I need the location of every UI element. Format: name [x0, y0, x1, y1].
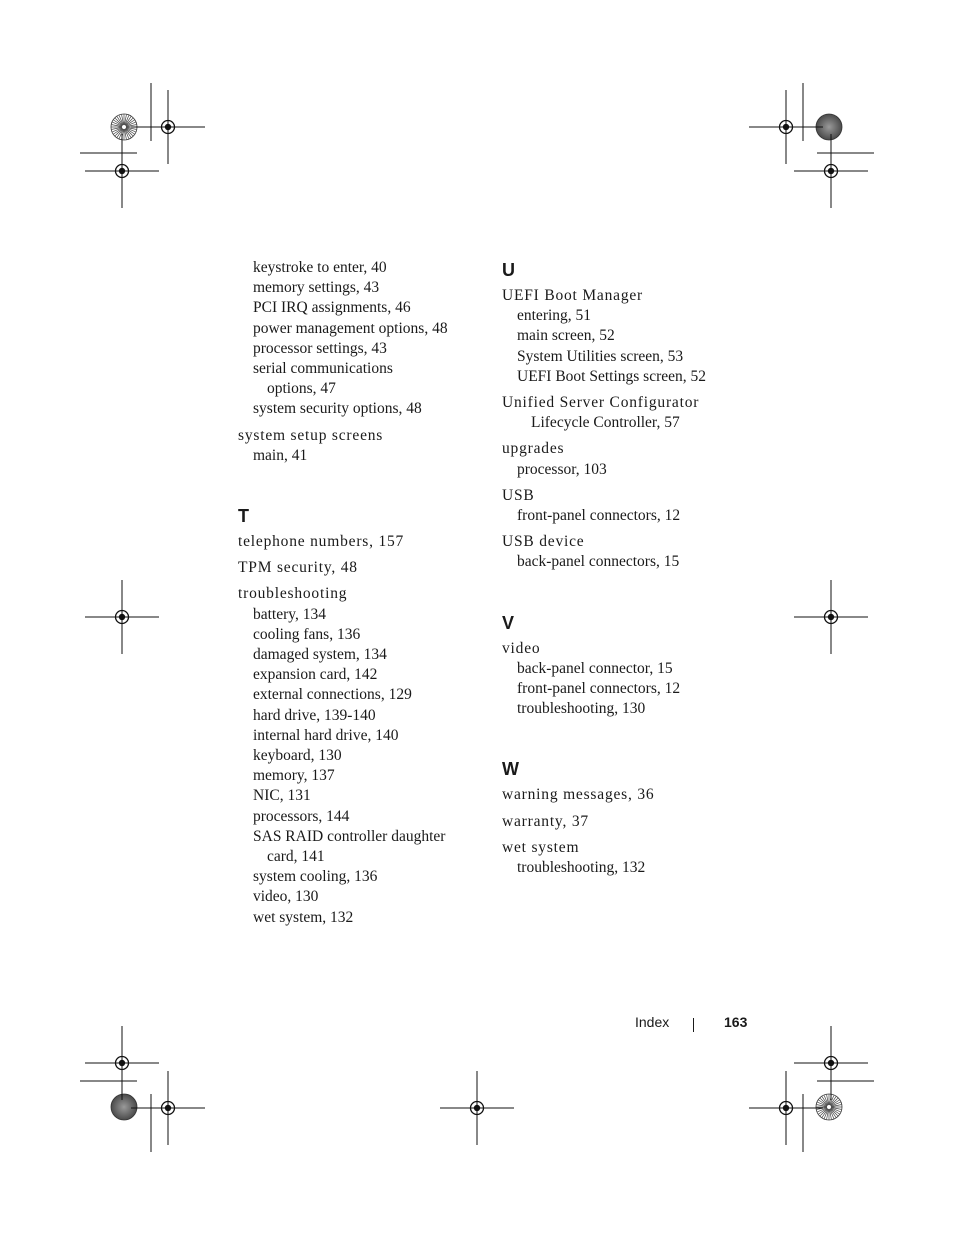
index-sub-entry: hard drive, 139-140	[253, 706, 376, 724]
index-column-right	[502, 258, 752, 878]
index-sub-entry: expansion card, 142	[253, 666, 378, 684]
index-sub-entry: main, 41	[253, 446, 308, 464]
index-sub-entry: serial communications	[253, 360, 393, 378]
index-sub-entry: back-panel connector, 15	[517, 659, 673, 677]
index-sub-entry: keyboard, 130	[253, 747, 342, 765]
index-sub-entry: troubleshooting, 130	[517, 700, 646, 718]
index-main-entry: USB	[502, 486, 535, 504]
index-sub-entry: system security options, 48	[253, 400, 422, 418]
index-main-entry: wet system	[502, 838, 580, 856]
section-letter-heading: W	[502, 759, 519, 780]
index-entry-continuation: Lifecycle Controller, 57	[531, 414, 680, 432]
index-sub-entry: UEFI Boot Settings screen, 52	[517, 367, 706, 385]
section-letter-heading: T	[238, 506, 249, 527]
footer-separator	[693, 1018, 694, 1032]
index-sub-entry: back-panel connectors, 15	[517, 553, 680, 571]
index-sub-entry: memory, 137	[253, 767, 335, 785]
index-sub-entry: NIC, 131	[253, 787, 311, 805]
index-entry-continuation: card, 141	[267, 848, 325, 866]
index-main-entry: Unified Server Configurator	[502, 394, 700, 412]
index-sub-entry: keystroke to enter, 40	[253, 259, 387, 276]
index-main-entry: warning messages, 36	[502, 786, 655, 804]
index-sub-entry: processor, 103	[517, 460, 607, 478]
index-main-entry: warranty, 37	[502, 812, 589, 830]
index-sub-entry: processors, 144	[253, 807, 350, 825]
index-sub-entry: internal hard drive, 140	[253, 726, 399, 744]
index-main-entry: upgrades	[502, 440, 565, 458]
index-sub-entry: video, 130	[253, 888, 319, 906]
index-column-left	[238, 258, 478, 928]
index-sub-entry: front-panel connectors, 12	[517, 507, 681, 525]
index-sub-entry: PCI IRQ assignments, 46	[253, 299, 411, 317]
index-sub-entry: SAS RAID controller daughter	[253, 827, 446, 845]
index-main-entry: UEFI Boot Manager	[502, 287, 644, 304]
index-main-entry: video	[502, 639, 541, 657]
index-sub-entry: power management options, 48	[253, 319, 448, 337]
index-sub-entry: system cooling, 136	[253, 868, 378, 886]
index-entry-continuation: options, 47	[267, 380, 336, 398]
index-sub-entry: System Utilities screen, 53	[517, 347, 684, 365]
index-sub-entry: damaged system, 134	[253, 646, 387, 664]
index-sub-entry: battery, 134	[253, 605, 327, 623]
footer-page-number: 163	[724, 1014, 748, 1030]
footer-section-label: Index	[635, 1014, 670, 1030]
index-main-entry: telephone numbers, 157	[238, 533, 405, 551]
index-sub-entry: entering, 51	[517, 307, 592, 325]
index-main-entry: TPM security, 48	[238, 559, 358, 577]
index-sub-entry: external connections, 129	[253, 686, 412, 704]
index-sub-entry: memory settings, 43	[253, 279, 380, 297]
index-sub-entry: cooling fans, 136	[253, 625, 361, 643]
index-sub-entry: front-panel connectors, 12	[517, 680, 681, 698]
section-letter-heading: U	[502, 260, 515, 280]
index-main-entry: troubleshooting	[238, 585, 348, 603]
index-sub-entry: troubleshooting, 132	[517, 859, 646, 877]
index-sub-entry: wet system, 132	[253, 908, 354, 926]
index-sub-entry: processor settings, 43	[253, 339, 387, 357]
index-main-entry: USB device	[502, 533, 585, 551]
index-sub-entry: main screen, 52	[517, 327, 615, 345]
section-letter-heading: V	[502, 612, 515, 633]
index-main-entry: system setup screens	[238, 426, 384, 444]
